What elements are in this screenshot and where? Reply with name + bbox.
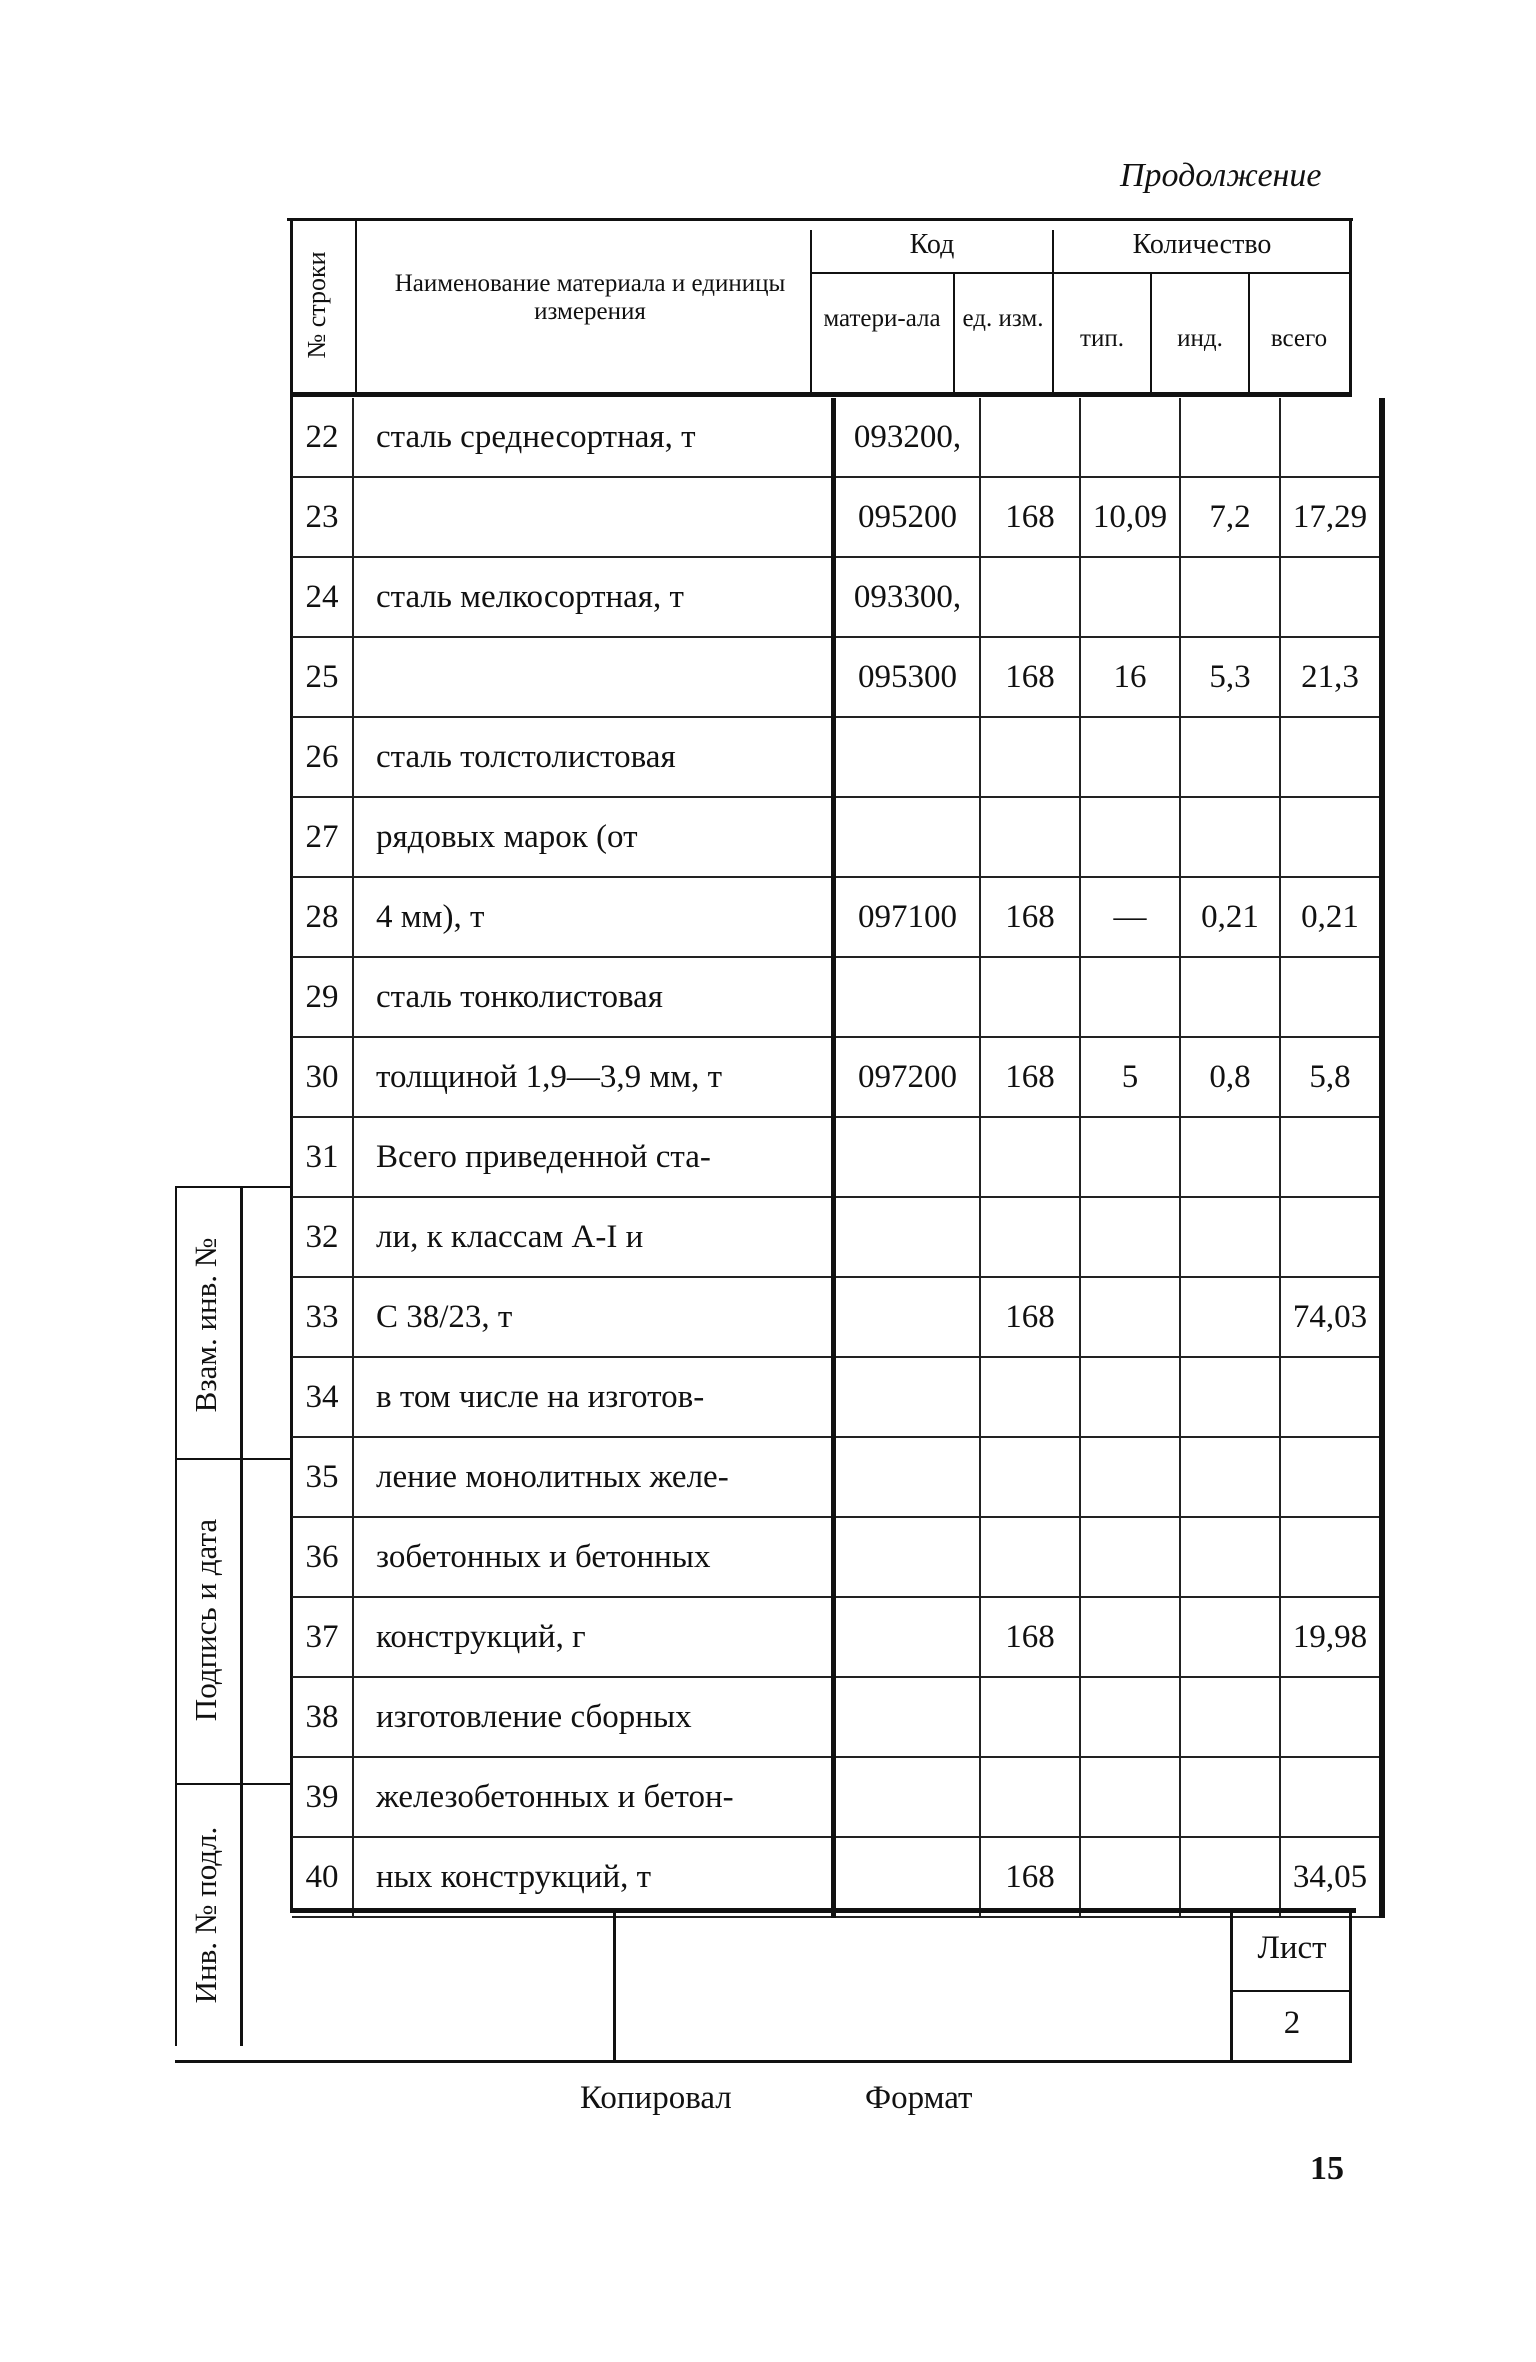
row-number: 27 <box>292 797 353 877</box>
material-name: железобетонных и бетон- <box>353 1757 834 1837</box>
row-number: 35 <box>292 1437 353 1517</box>
material-code <box>834 1277 981 1357</box>
qty-total: 74,03 <box>1280 1277 1382 1357</box>
row-number: 37 <box>292 1597 353 1677</box>
qty-ind: 5,3 <box>1180 637 1280 717</box>
qty-ind <box>1180 1597 1280 1677</box>
qty-total <box>1280 398 1382 477</box>
qty-total: 34,05 <box>1280 1837 1382 1917</box>
material-name: сталь мелкосортная, т <box>353 557 834 637</box>
material-code <box>834 1197 981 1277</box>
table-row <box>292 637 1382 717</box>
table-row <box>292 1037 1382 1117</box>
material-code <box>834 957 981 1037</box>
row-number: 30 <box>292 1037 353 1117</box>
qty-ind <box>1180 797 1280 877</box>
sheet-label: Лист <box>1257 1930 1327 1966</box>
row-number: 40 <box>292 1837 353 1917</box>
qty-ind <box>1180 1197 1280 1277</box>
material-code <box>834 1117 981 1197</box>
qty-total <box>1280 1757 1382 1837</box>
row-number: 26 <box>292 717 353 797</box>
qty-ind <box>1180 1837 1280 1917</box>
code-unit-header: ед. изм. <box>962 305 1044 332</box>
table-row <box>292 957 1382 1037</box>
stamp-border <box>175 1188 177 2046</box>
qty-typ <box>1080 797 1180 877</box>
unit-code <box>980 1437 1080 1517</box>
material-code <box>834 1357 981 1437</box>
material-name: Всего приведенной ста- <box>353 1117 834 1197</box>
qty-ind <box>1180 957 1280 1037</box>
material-name: ных конструкций, т <box>353 1837 834 1917</box>
name-column-header: Наименование материала и единицы измерения <box>394 270 786 325</box>
material-name: толщиной 1,9—3,9 мм, т <box>353 1037 834 1117</box>
material-name: ли, к классам А-I и <box>353 1197 834 1277</box>
row-number: 24 <box>292 557 353 637</box>
table-row <box>292 1117 1382 1197</box>
qty-total <box>1280 1437 1382 1517</box>
qty-typ <box>1080 1757 1180 1837</box>
row-number: 31 <box>292 1117 353 1197</box>
table-row <box>292 717 1382 797</box>
row-number: 36 <box>292 1517 353 1597</box>
material-code <box>834 1677 981 1757</box>
table-row <box>292 1677 1382 1757</box>
material-code <box>834 717 981 797</box>
header-divider <box>355 218 357 393</box>
qty-typ-header: тип. <box>1080 325 1124 352</box>
qty-ind <box>1180 1437 1280 1517</box>
table-row <box>292 557 1382 637</box>
material-code <box>834 1837 981 1917</box>
material-name <box>353 637 834 717</box>
qty-typ: — <box>1080 877 1180 957</box>
qty-total <box>1280 1357 1382 1437</box>
qty-typ <box>1080 957 1180 1037</box>
material-code <box>834 797 981 877</box>
unit-code <box>980 1117 1080 1197</box>
qty-ind <box>1180 398 1280 477</box>
row-number: 38 <box>292 1677 353 1757</box>
unit-code <box>980 797 1080 877</box>
qty-typ <box>1080 557 1180 637</box>
stamp-inv-sub: Инв. № подл. <box>188 1826 223 2004</box>
header-divider <box>953 272 955 393</box>
qty-total <box>1280 557 1382 637</box>
qty-total-header: всего <box>1270 325 1328 352</box>
qty-typ <box>1080 1357 1180 1437</box>
unit-code <box>980 1517 1080 1597</box>
qty-typ <box>1080 1437 1180 1517</box>
qty-ind <box>1180 557 1280 637</box>
material-name: 4 мм), т <box>353 877 834 957</box>
qty-ind <box>1180 1517 1280 1597</box>
qty-ind <box>1180 1117 1280 1197</box>
stamp-inv-swap: Взам. инв. № <box>188 1237 223 1413</box>
table-row <box>292 1277 1382 1357</box>
table-row <box>292 1597 1382 1677</box>
material-code: 097100 <box>834 877 981 957</box>
unit-code <box>980 398 1080 477</box>
material-code <box>834 1437 981 1517</box>
sheet-rule <box>1233 1990 1351 1992</box>
qty-typ <box>1080 1597 1180 1677</box>
material-name: ление монолитных желе- <box>353 1437 834 1517</box>
table-row <box>292 1837 1382 1917</box>
table-row <box>292 1357 1382 1437</box>
table-row <box>292 1757 1382 1837</box>
qty-total: 21,3 <box>1280 637 1382 717</box>
row-number: 39 <box>292 1757 353 1837</box>
qty-typ: 5 <box>1080 1037 1180 1117</box>
table-top-rule <box>287 218 1353 221</box>
material-code: 093300, <box>834 557 981 637</box>
qty-typ <box>1080 1117 1180 1197</box>
qty-total <box>1280 717 1382 797</box>
header-rule <box>810 272 1350 274</box>
material-name: в том числе на изготов- <box>353 1357 834 1437</box>
table-row <box>292 797 1382 877</box>
qty-total <box>1280 1197 1382 1277</box>
table-row <box>292 1517 1382 1597</box>
unit-code: 168 <box>980 1277 1080 1357</box>
unit-code: 168 <box>980 1597 1080 1677</box>
qty-typ: 16 <box>1080 637 1180 717</box>
row-number: 25 <box>292 637 353 717</box>
row-number: 28 <box>292 877 353 957</box>
header-bottom-rule <box>290 392 1352 397</box>
continuation-label: Продолжение <box>1120 157 1322 194</box>
qty-ind <box>1180 1677 1280 1757</box>
unit-code <box>980 1757 1080 1837</box>
unit-code: 168 <box>980 637 1080 717</box>
row-number: 23 <box>292 477 353 557</box>
material-code <box>834 1517 981 1597</box>
material-name: изготовление сборных <box>353 1677 834 1757</box>
table-row <box>292 877 1382 957</box>
qty-total: 5,8 <box>1280 1037 1382 1117</box>
unit-code <box>980 1197 1080 1277</box>
qty-typ <box>1080 717 1180 797</box>
qty-ind <box>1180 1277 1280 1357</box>
qty-ind: 0,8 <box>1180 1037 1280 1117</box>
footer-divider <box>613 1913 616 2063</box>
material-name: конструкций, г <box>353 1597 834 1677</box>
page-number: 15 <box>1310 2150 1344 2187</box>
unit-code: 168 <box>980 877 1080 957</box>
row-number: 33 <box>292 1277 353 1357</box>
material-code <box>834 1757 981 1837</box>
table-row <box>292 398 1382 477</box>
qty-ind <box>1180 1357 1280 1437</box>
row-number: 22 <box>292 398 353 477</box>
materials-table <box>292 398 1385 1918</box>
material-code: 095200 <box>834 477 981 557</box>
table-row <box>292 1197 1382 1277</box>
copied-label: Копировал <box>580 2080 732 2116</box>
material-name: рядовых марок (от <box>353 797 834 877</box>
code-header: Код <box>909 229 955 260</box>
unit-code <box>980 957 1080 1037</box>
qty-typ <box>1080 1677 1180 1757</box>
unit-code <box>980 1357 1080 1437</box>
table-row <box>292 477 1382 557</box>
quantity-header: Количество <box>1132 229 1272 260</box>
row-number: 29 <box>292 957 353 1037</box>
row-number: 32 <box>292 1197 353 1277</box>
format-label: Формат <box>865 2080 973 2116</box>
stamp-sign-date: Подпись и дата <box>188 1518 223 1722</box>
stamp-border <box>240 1188 243 2046</box>
qty-ind <box>1180 1757 1280 1837</box>
table-row <box>292 1437 1382 1517</box>
qty-ind: 0,21 <box>1180 877 1280 957</box>
material-name: сталь толстолистовая <box>353 717 834 797</box>
footer-bottom-rule <box>175 2060 1352 2063</box>
unit-code <box>980 717 1080 797</box>
material-name: сталь тонколистовая <box>353 957 834 1037</box>
qty-ind: 7,2 <box>1180 477 1280 557</box>
qty-typ <box>1080 1197 1180 1277</box>
qty-typ <box>1080 1277 1180 1357</box>
material-code: 095300 <box>834 637 981 717</box>
qty-total <box>1280 957 1382 1037</box>
material-name <box>353 477 834 557</box>
unit-code: 168 <box>980 477 1080 557</box>
material-code: 097200 <box>834 1037 981 1117</box>
material-name: С 38/23, т <box>353 1277 834 1357</box>
qty-total: 19,98 <box>1280 1597 1382 1677</box>
qty-ind-header: инд. <box>1177 325 1223 352</box>
material-code: 093200, <box>834 398 981 477</box>
material-code <box>834 1597 981 1677</box>
qty-total <box>1280 1677 1382 1757</box>
qty-typ: 10,09 <box>1080 477 1180 557</box>
unit-code: 168 <box>980 1837 1080 1917</box>
qty-total: 17,29 <box>1280 477 1382 557</box>
qty-total <box>1280 1517 1382 1597</box>
row-number-header: № строки <box>302 251 331 359</box>
sheet-number: 2 <box>1283 2005 1301 2041</box>
qty-typ <box>1080 1837 1180 1917</box>
table-bottom-rule <box>290 1908 1356 1913</box>
qty-total <box>1280 797 1382 877</box>
unit-code <box>980 1677 1080 1757</box>
material-name: зобетонных и бетонных <box>353 1517 834 1597</box>
qty-total <box>1280 1117 1382 1197</box>
material-name: сталь среднесортная, т <box>353 398 834 477</box>
code-material-header: матери-ала <box>823 305 941 332</box>
qty-typ <box>1080 398 1180 477</box>
unit-code: 168 <box>980 1037 1080 1117</box>
qty-ind <box>1180 717 1280 797</box>
qty-typ <box>1080 1517 1180 1597</box>
row-number: 34 <box>292 1357 353 1437</box>
unit-code <box>980 557 1080 637</box>
qty-total: 0,21 <box>1280 877 1382 957</box>
